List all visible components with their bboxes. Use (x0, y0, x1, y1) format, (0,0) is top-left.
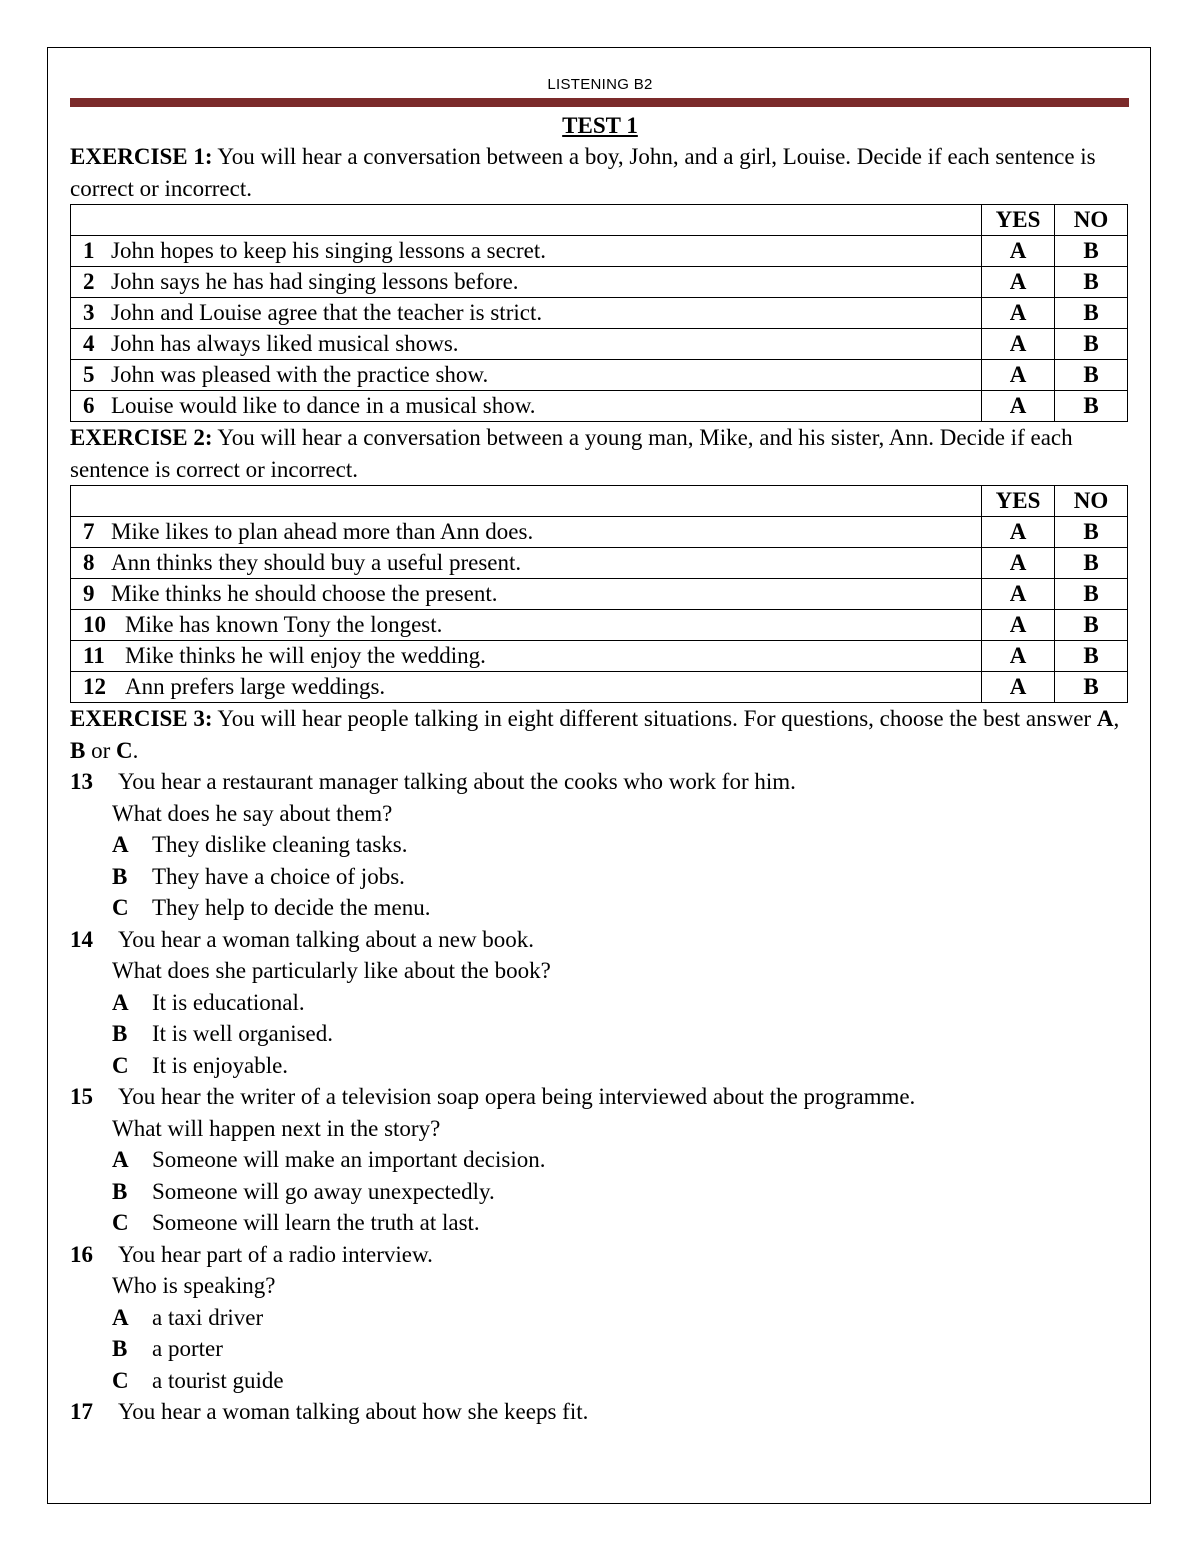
question-cell (71, 329, 982, 360)
answer-option (112, 1018, 1130, 1050)
answer-no: B (1055, 672, 1128, 703)
answer-no: B (1055, 236, 1128, 267)
question-stem: What does he say about them? (112, 800, 393, 826)
answer-no: B (1055, 329, 1128, 360)
question-stem: What will happen next in the story? (112, 1115, 441, 1141)
question-cell (71, 360, 982, 391)
table-row (71, 579, 1128, 610)
question-cell (71, 641, 982, 672)
answer-yes: A (982, 548, 1055, 579)
question (70, 924, 1130, 956)
question-cell (71, 236, 982, 267)
question-number: 6 (83, 393, 95, 418)
question-text: You hear a restaurant manager talking about the cooks who work for him. (118, 769, 796, 794)
table-header-row (71, 205, 1128, 236)
question-number: 12 (83, 674, 106, 699)
answer-no: B (1055, 391, 1128, 422)
question-stem: Who is speaking? (112, 1273, 276, 1298)
question-number: 8 (83, 550, 95, 575)
table-row (71, 298, 1128, 329)
option-letter: A (112, 989, 129, 1015)
table-row (71, 517, 1128, 548)
answer-no: B (1055, 360, 1128, 391)
table-row (71, 641, 1128, 672)
answer-yes: A (982, 672, 1055, 703)
option-letter: B (112, 1178, 128, 1204)
answer-no: B (1055, 641, 1128, 672)
option-letter: A (112, 832, 129, 857)
answer-option (112, 1365, 1130, 1397)
question-cell (71, 391, 982, 422)
question-text: Mike thinks he will enjoy the wedding. (125, 643, 486, 668)
answer-option (112, 892, 1130, 924)
question-number: 9 (83, 581, 95, 606)
header-rule (70, 98, 1129, 107)
question-number: 5 (83, 362, 95, 387)
answer-yes: A (982, 267, 1055, 298)
answer-option (112, 861, 1130, 893)
question-cell (71, 517, 982, 548)
answer-yes: A (982, 610, 1055, 641)
option-letter: B (112, 1021, 128, 1046)
col-yes: YES (982, 205, 1055, 236)
question-text: John has always liked musical shows. (111, 331, 459, 356)
question-number: 15 (70, 1084, 93, 1109)
question-text: Mike likes to plan ahead more than Ann does. (111, 519, 534, 544)
question-number: 17 (70, 1399, 93, 1424)
question-text: Mike thinks he should choose the present. (111, 581, 498, 606)
question-text: Ann thinks they should buy a useful present. (111, 550, 522, 575)
option-text: It is enjoyable. (152, 1052, 289, 1078)
option-letter: A (112, 1304, 129, 1330)
option-text: a porter (152, 1336, 223, 1361)
question-cell (71, 610, 982, 641)
question-text: John and Louise agree that the teacher is strict. (111, 300, 543, 325)
answer-option (112, 1176, 1130, 1208)
question-text: Louise would like to dance in a musical show. (111, 393, 536, 418)
exercise-2-instruction: EXERCISE 2: You will hear a conversation between a young man, Mike, and his sister, Ann. Decide if each sentence is correct or incorrect. (70, 425, 1073, 482)
option-text: Someone will learn the truth at last. (152, 1210, 480, 1235)
question-number: 7 (83, 519, 95, 544)
answer-option (112, 1207, 1130, 1239)
question-number: 14 (70, 926, 93, 952)
table-row (71, 236, 1128, 267)
exercise-1-instruction: EXERCISE 1: You will hear a conversation between a boy, John, and a girl, Louise. Decide if each sentence is correct or incorrect. (70, 144, 1096, 201)
question-number: 4 (83, 331, 95, 356)
answer-yes: A (982, 517, 1055, 548)
exercise-2-table (70, 485, 1128, 703)
question-cell (71, 548, 982, 579)
option-letter: C (112, 895, 129, 920)
col-no: NO (1055, 205, 1128, 236)
option-text: a taxi driver (152, 1304, 264, 1330)
answer-no: B (1055, 548, 1128, 579)
option-letter: C (112, 1367, 129, 1393)
col-no: NO (1055, 486, 1128, 517)
question-cell (71, 267, 982, 298)
option-text: It is educational. (152, 989, 305, 1015)
option-letter: C (112, 1210, 129, 1235)
exercise-3-label: EXERCISE 3: (70, 706, 213, 731)
option-letter: B (112, 1336, 128, 1361)
answer-option (112, 829, 1130, 861)
answer-option (112, 987, 1130, 1019)
answer-yes: A (982, 329, 1055, 360)
question (70, 766, 1130, 798)
question-text: John hopes to keep his singing lessons a secret. (111, 238, 547, 263)
exercise-1-label: EXERCISE 1: (70, 144, 213, 169)
option-letter: C (112, 1052, 129, 1078)
question-number: 2 (83, 269, 95, 294)
question (70, 1081, 1130, 1113)
option-text: They help to decide the menu. (152, 895, 431, 920)
question-cell (71, 298, 982, 329)
table-row (71, 267, 1128, 298)
answer-yes: A (982, 298, 1055, 329)
option-text: It is well organised. (152, 1021, 333, 1046)
document-body (70, 110, 1130, 1428)
answer-no: B (1055, 267, 1128, 298)
table-row (71, 360, 1128, 391)
question-cell (71, 672, 982, 703)
question-number: 3 (83, 300, 95, 325)
option-text: Someone will make an important decision. (152, 1147, 546, 1172)
question-cell (71, 579, 982, 610)
answer-no: B (1055, 298, 1128, 329)
answer-no: B (1055, 610, 1128, 641)
answer-no: B (1055, 517, 1128, 548)
option-text: Someone will go away unexpectedly. (152, 1178, 495, 1204)
option-letter: B (112, 863, 128, 889)
option-text: They have a choice of jobs. (152, 863, 405, 889)
table-row (71, 548, 1128, 579)
question-text: You hear a woman talking about a new book. (118, 926, 535, 952)
question-text: John says he has had singing lessons before. (111, 269, 519, 294)
question-text: You hear the writer of a television soap opera being interviewed about the programme. (118, 1084, 916, 1109)
exercise-1-table (70, 204, 1128, 422)
answer-yes: A (982, 579, 1055, 610)
answer-yes: A (982, 641, 1055, 672)
col-yes: YES (982, 486, 1055, 517)
question-text: Mike has known Tony the longest. (125, 612, 443, 637)
table-row (71, 610, 1128, 641)
table-header-row (71, 486, 1128, 517)
option-text: They dislike cleaning tasks. (152, 832, 408, 857)
answer-option (112, 1302, 1130, 1334)
question-text: You hear part of a radio interview. (118, 1241, 433, 1267)
option-text: a tourist guide (152, 1367, 284, 1393)
answer-yes: A (982, 360, 1055, 391)
table-row (71, 329, 1128, 360)
answer-option (112, 1050, 1130, 1082)
question-text: Ann prefers large weddings. (125, 674, 386, 699)
question (70, 1396, 1130, 1428)
question-text: John was pleased with the practice show. (111, 362, 489, 387)
question-stem: What does she particularly like about the book? (112, 958, 551, 983)
answer-yes: A (982, 236, 1055, 267)
page-header: LISTENING B2 (547, 76, 653, 93)
answer-yes: A (982, 391, 1055, 422)
question-text: You hear a woman talking about how she keeps fit. (118, 1399, 589, 1424)
exercise-2-label: EXERCISE 2: (70, 425, 213, 450)
exercise-3-questions (70, 766, 1130, 1428)
table-row (71, 672, 1128, 703)
exercise-3-instruction: EXERCISE 3: You will hear people talking in eight different situations. For questions, choose the best answer A, B or C. (70, 706, 1120, 763)
answer-option (112, 1333, 1130, 1365)
question-number: 1 (83, 238, 95, 263)
question-number: 16 (70, 1241, 93, 1267)
question-number: 10 (83, 612, 106, 637)
answer-no: B (1055, 579, 1128, 610)
question (70, 1239, 1130, 1271)
table-row (71, 391, 1128, 422)
answer-option (112, 1144, 1130, 1176)
test-title: TEST 1 (562, 113, 638, 138)
option-letter: A (112, 1147, 129, 1172)
question-number: 13 (70, 769, 93, 794)
question-number: 11 (83, 643, 105, 668)
